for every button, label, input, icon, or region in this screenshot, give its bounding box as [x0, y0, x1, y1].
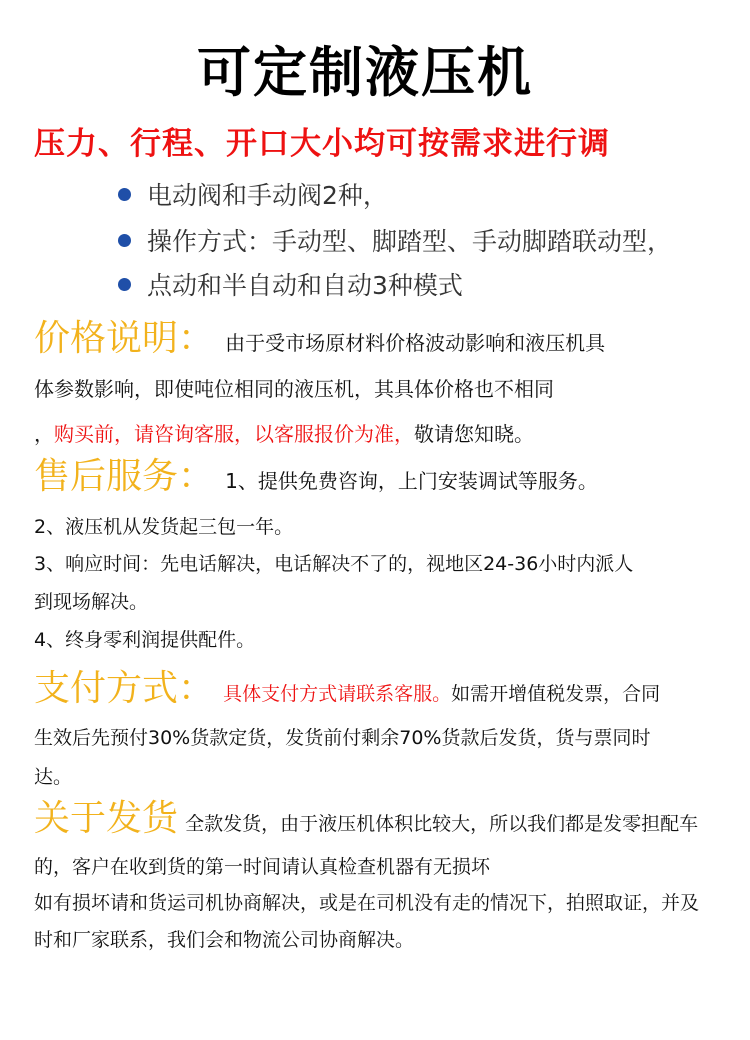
bullet-dot-icon	[118, 234, 131, 247]
bullet-item	[118, 222, 672, 258]
shipping-line-3: 如有损坏请和货运司机协商解决，或是在司机没有走的情况下，拍照取证，并及	[34, 892, 700, 914]
after-sales-heading-row	[34, 448, 598, 499]
shipping-line-4: 时和厂家联系，我们会和物流公司协商解决。	[34, 929, 415, 951]
payment-heading: 支付方式：	[34, 668, 215, 709]
bullet-item	[118, 266, 463, 302]
shipping-heading-row	[34, 790, 698, 841]
subtitle: 压力、行程、开口大小均可按需求进行调	[34, 126, 610, 162]
after-sales-item-4: 4、终身零利润提供配件。	[34, 629, 256, 651]
after-sales-item-3-line-1: 3、响应时间：先电话解决，电话解决不了的，视地区24-36小时内派人	[34, 553, 634, 575]
payment-heading-row	[34, 660, 660, 711]
payment-line-3: 达。	[34, 766, 73, 788]
shipping-line-2: 的，客户在收到货的第一时间请认真检查机器有无损坏	[34, 856, 491, 878]
price-line-3-rest: 敬请您知晓。	[414, 422, 534, 446]
payment-line-2: 生效后先预付30%货款定货，发货前付剩余70%货款后发货，货与票同时	[34, 727, 651, 749]
price-notice: 购买前，请咨询客服，以客服报价为准，	[54, 422, 414, 446]
payment-line-1: 如需开增值税发票，合同	[451, 683, 661, 705]
bullet-dot-icon	[118, 188, 131, 201]
price-line-3	[34, 418, 534, 447]
bullet-text: 点动和半自动和自动3种模式	[147, 271, 463, 300]
page-title: 可定制液压机	[197, 41, 533, 104]
after-sales-item-2: 2、液压机从发货起三包一年。	[34, 516, 294, 538]
after-sales-heading: 售后服务：	[34, 456, 215, 497]
bullet-dot-icon	[118, 278, 131, 291]
bullet-item	[118, 176, 388, 212]
price-heading: 价格说明：	[34, 318, 215, 359]
price-line-2: 体参数影响，即使吨位相同的液压机，其具体价格也不相同	[34, 377, 554, 401]
price-heading-row	[34, 310, 605, 361]
bullet-text: 电动阀和手动阀2种，	[147, 181, 388, 210]
payment-notice: 具体支付方式请联系客服。	[223, 683, 452, 705]
price-line-3-prefix: ，	[34, 422, 54, 446]
shipping-line-1: 全款发货，由于液压机体积比较大，所以我们都是发零担配车	[185, 813, 699, 835]
price-line-1: 由于受市场原材料价格波动影响和液压机具	[225, 331, 606, 355]
bullet-text: 操作方式：手动型、脚踏型、手动脚踏联动型，	[147, 227, 673, 256]
after-sales-item-3-line-2: 到现场解决。	[34, 591, 149, 613]
after-sales-item-1: 1、提供免费咨询，上门安装调试等服务。	[225, 469, 598, 493]
shipping-heading: 关于发货	[34, 798, 179, 839]
